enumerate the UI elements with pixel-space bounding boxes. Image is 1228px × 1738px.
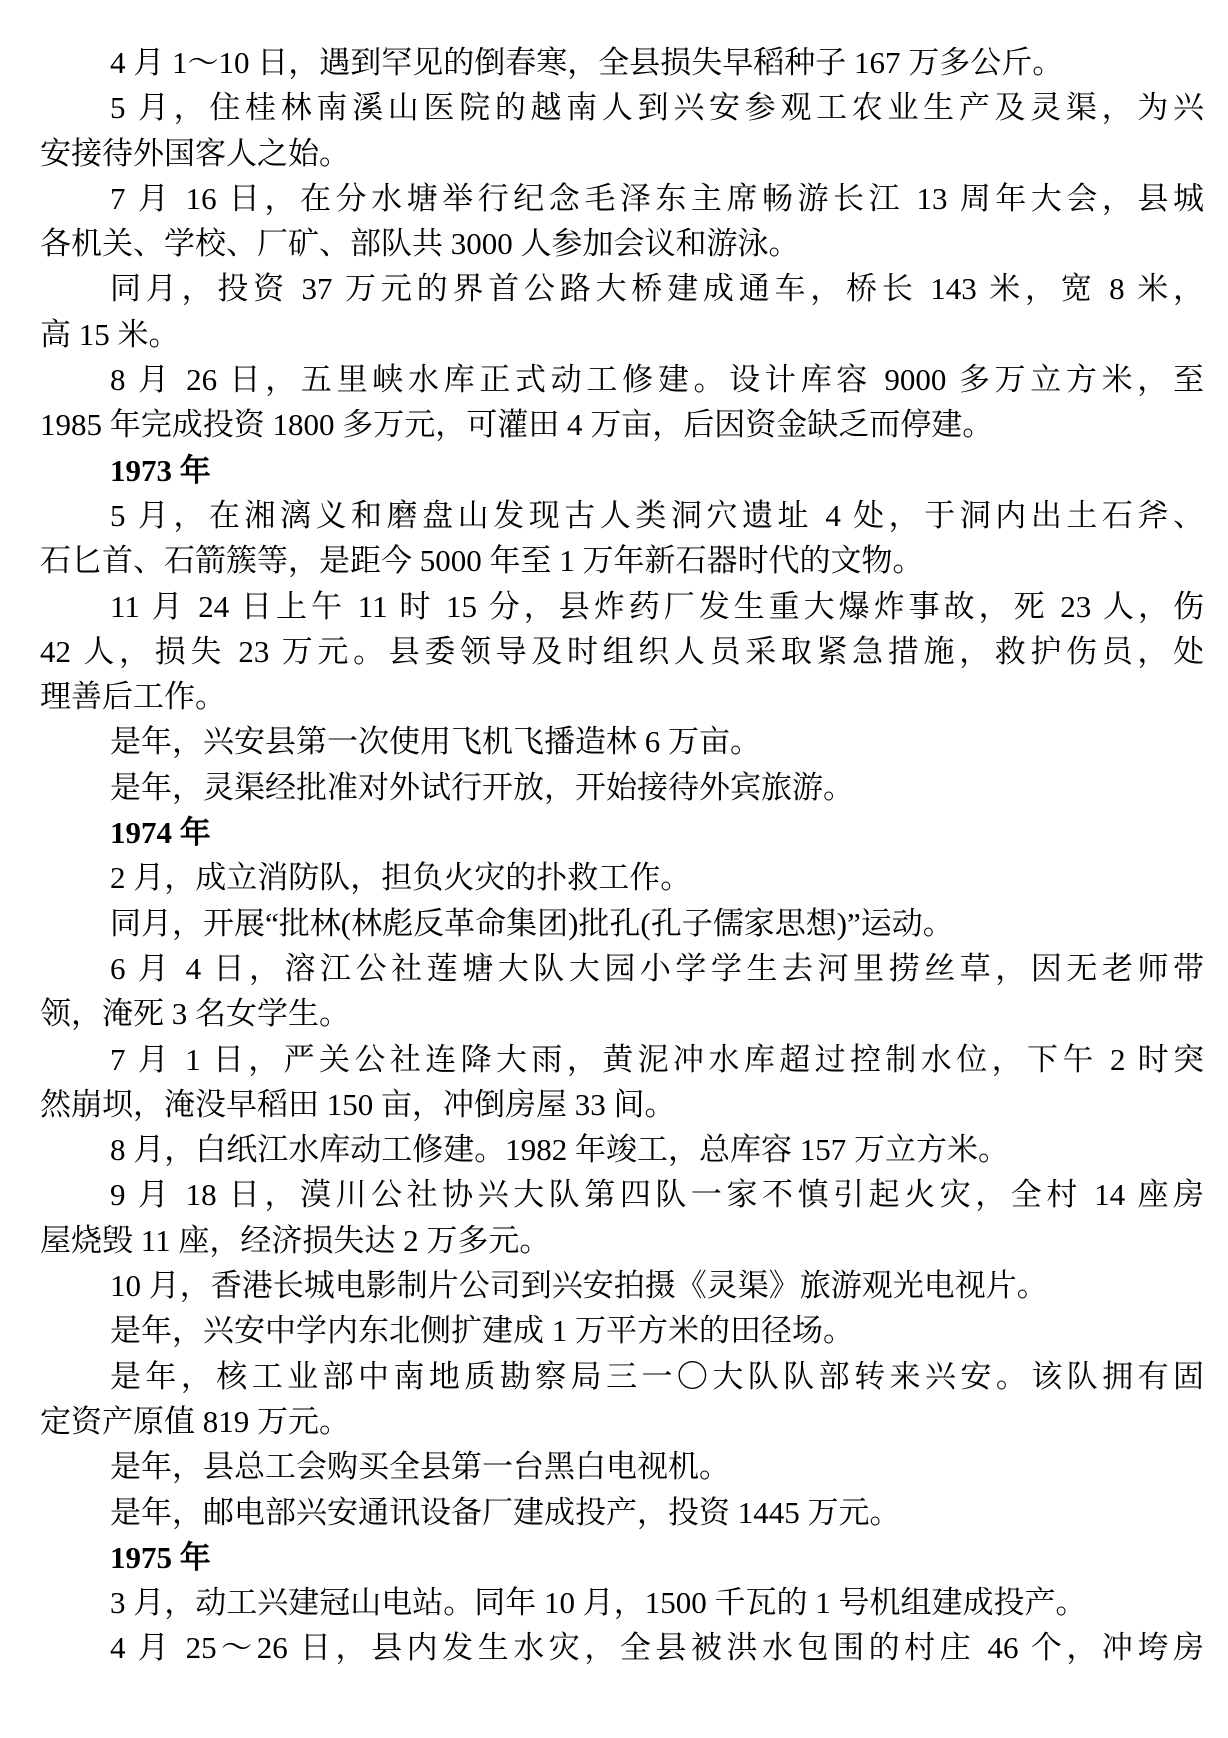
entry-line: 是年，县总工会购买全县第一台黑白电视机。 [110, 1449, 730, 1485]
chronicle-entry [40, 1263, 1204, 1308]
entry-line: 高 15 米。 [40, 316, 180, 352]
entry-line: 是年，邮电部兴安通讯设备厂建成投产，投资 1445 万元。 [110, 1494, 901, 1530]
year-heading [40, 810, 1204, 855]
chronicle-entry [40, 855, 1204, 900]
year-heading [40, 1535, 1204, 1580]
chronicle-entry [40, 1037, 1204, 1128]
chronicle-page [40, 40, 1204, 1671]
entry-line: 是年，灵渠经批准对外试行开放，开始接待外宾旅游。 [110, 769, 854, 805]
entry-line: 9 月 18 日，漠川公社协兴大队第四队一家不慎引起火灾，全村 14 座房 [110, 1177, 1204, 1213]
chronicle-entry [40, 176, 1204, 267]
chronicle-entry [40, 357, 1204, 448]
chronicle-entry [40, 1127, 1204, 1172]
entry-line: 4 月 25～26 日，县内发生水灾，全县被洪水包围的村庄 46 个，冲垮房 [110, 1630, 1204, 1666]
year-heading-text: 1975 年 [110, 1539, 211, 1575]
chronicle-entry [40, 40, 1204, 85]
entry-line: 3 月，动工兴建冠山电站。同年 10 月，1500 千瓦的 1 号机组建成投产。 [110, 1585, 1087, 1621]
entry-line: 1985 年完成投资 1800 多万元，可灌田 4 万亩，后因资金缺乏而停建。 [40, 407, 994, 443]
entry-line: 定资产原值 819 万元。 [40, 1403, 350, 1439]
chronicle-entry [40, 946, 1204, 1037]
entry-line: 5 月，在湘漓义和磨盘山发现古人类洞穴遗址 4 处，于洞内出土石斧、 [110, 497, 1204, 533]
chronicle-entry [40, 901, 1204, 946]
chronicle-entry [40, 765, 1204, 810]
entry-line: 石匕首、石箭簇等，是距今 5000 年至 1 万年新石器时代的文物。 [40, 543, 924, 579]
entry-line: 6 月 4 日，溶江公社莲塘大队大园小学学生去河里捞丝草，因无老师带 [110, 950, 1204, 986]
entry-line: 42 人，损失 23 万元。县委领导及时组织人员采取紧急措施，救护伤员，处 [40, 633, 1204, 669]
chronicle-entry [40, 1625, 1204, 1670]
year-heading-text: 1974 年 [110, 815, 211, 851]
entry-line: 同月，投资 37 万元的界首公路大桥建成通车，桥长 143 米，宽 8 米， [110, 271, 1204, 307]
year-heading [40, 448, 1204, 493]
entry-line: 同月，开展“批林(林彪反革命集团)批孔(孔子儒家思想)”运动。 [110, 905, 954, 941]
chronicle-entry [40, 85, 1204, 176]
entry-line: 各机关、学校、厂矿、部队共 3000 人参加会议和游泳。 [40, 226, 800, 262]
entry-line: 是年，兴安中学内东北侧扩建成 1 万平方米的田径场。 [110, 1313, 854, 1349]
chronicle-entry [40, 1354, 1204, 1445]
chronicle-entry [40, 584, 1204, 720]
entry-line: 屋烧毁 11 座，经济损失达 2 万多元。 [40, 1222, 551, 1258]
entry-line: 11 月 24 日上午 11 时 15 分，县炸药厂发生重大爆炸事故，死 23 人，伤 [110, 588, 1204, 624]
chronicle-entry [40, 1490, 1204, 1535]
chronicle-entry [40, 1308, 1204, 1353]
chronicle-entry [40, 266, 1204, 357]
entry-line: 8 月 26 日，五里峡水库正式动工修建。设计库容 9000 多万立方米，至 [110, 362, 1204, 398]
entry-line: 然崩坝，淹没早稻田 150 亩，冲倒房屋 33 间。 [40, 1086, 676, 1122]
entry-line: 是年，兴安县第一次使用飞机飞播造林 6 万亩。 [110, 724, 761, 760]
entry-line: 10 月，香港长城电影制片公司到兴安拍摄《灵渠》旅游观光电视片。 [110, 1268, 1048, 1304]
entry-line: 5 月，住桂林南溪山医院的越南人到兴安参观工农业生产及灵渠，为兴 [110, 90, 1204, 126]
entry-line: 2 月，成立消防队，担负火灾的扑救工作。 [110, 860, 692, 896]
entry-line: 7 月 1 日，严关公社连降大雨，黄泥冲水库超过控制水位，下午 2 时突 [110, 1041, 1204, 1077]
entry-line: 7 月 16 日，在分水塘举行纪念毛泽东主席畅游长江 13 周年大会，县城 [110, 180, 1204, 216]
entry-line: 4 月 1～10 日，遇到罕见的倒春寒，全县损失早稻种子 167 万多公斤。 [110, 45, 1064, 80]
entry-line: 领，淹死 3 名女学生。 [40, 996, 350, 1032]
entry-line: 是年，核工业部中南地质勘察局三一〇大队队部转来兴安。该队拥有固 [110, 1358, 1204, 1394]
entry-line: 安接待外国客人之始。 [40, 135, 350, 171]
chronicle-entry [40, 493, 1204, 584]
entry-line: 8 月，白纸江水库动工修建。1982 年竣工，总库容 157 万立方米。 [110, 1132, 1009, 1168]
entry-line: 理善后工作。 [40, 679, 226, 715]
chronicle-entry [40, 719, 1204, 764]
chronicle-entry [40, 1580, 1204, 1625]
chronicle-entry [40, 1172, 1204, 1263]
chronicle-entry [40, 1444, 1204, 1489]
year-heading-text: 1973 年 [110, 452, 211, 488]
